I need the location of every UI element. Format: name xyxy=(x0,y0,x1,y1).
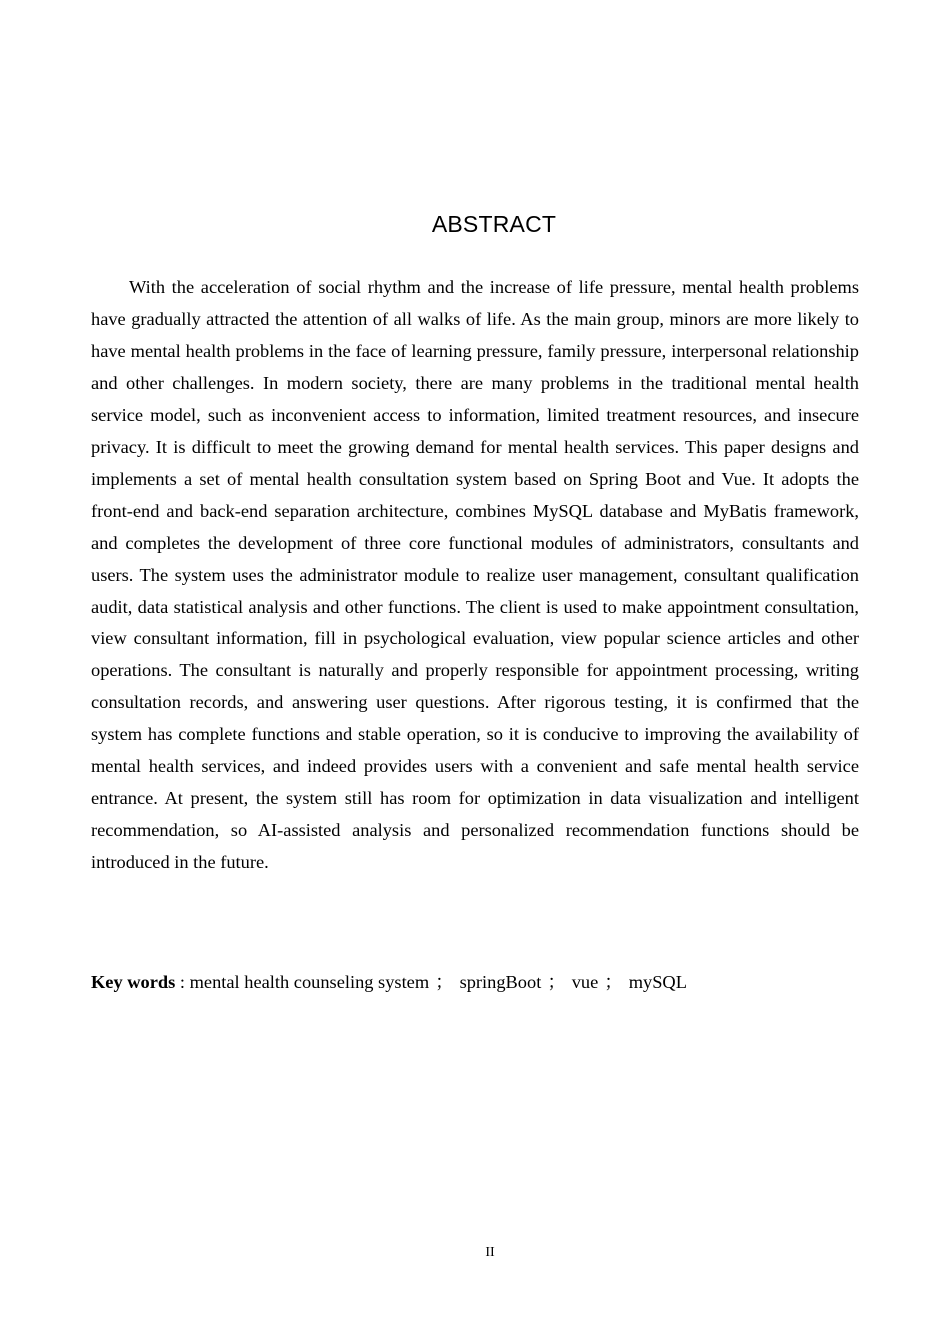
abstract-body-paragraph: With the acceleration of social rhythm and the increase of life pressure, mental health problems have gradually attracted the attention of all walks of life. As the main group, minors are more likely to have mental health problems in the face of learning pressure, family pressure, interpersonal relationship and other challenges. In modern society, there are many problems in the traditional mental health service model, such as inconvenient access to information, limited treatment resources, and insecure privacy. It is difficult to meet the growing demand for mental health services. This paper designs and implements a set of mental health consultation system based on Spring Boot and Vue. It adopts the front-end and back-end separation architecture, combines MySQL database and MyBatis framework, and completes the development of three core functional modules of administrators, consultants and users. The system uses the administrator module to realize user management, consultant qualification audit, data statistical analysis and other functions. The client is used to make appointment consultation, view consultant information, fill in psychological evaluation, view popular science articles and other operations. The consultant is naturally and properly responsible for appointment processing, writing consultation records, and answering user questions. After rigorous testing, it is confirmed that the system has complete functions and stable operation, so it is conducive to improving the availability of mental health services, and indeed provides users with a convenient and safe mental health service entrance. At present, the system still has room for optimization in data visualization and intelligent recommendation, so AI-assisted analysis and personalized recommendation functions should be introduced in the future. xyxy=(91,277,859,873)
keywords-label: Key words xyxy=(91,972,176,992)
keyword-separator: ； xyxy=(604,972,623,992)
keyword-separator: ； xyxy=(435,972,454,992)
keyword-item: vue xyxy=(571,972,599,992)
keywords-line xyxy=(91,966,859,998)
abstract-title: ABSTRACT xyxy=(431,211,557,237)
keyword-item: springBoot xyxy=(459,972,542,992)
keywords-colon: : xyxy=(175,972,190,992)
keyword-separator: ； xyxy=(547,972,566,992)
keyword-item: mental health counseling system xyxy=(189,972,430,992)
page-number: II xyxy=(485,1245,495,1260)
keyword-item: mySQL xyxy=(628,972,687,992)
